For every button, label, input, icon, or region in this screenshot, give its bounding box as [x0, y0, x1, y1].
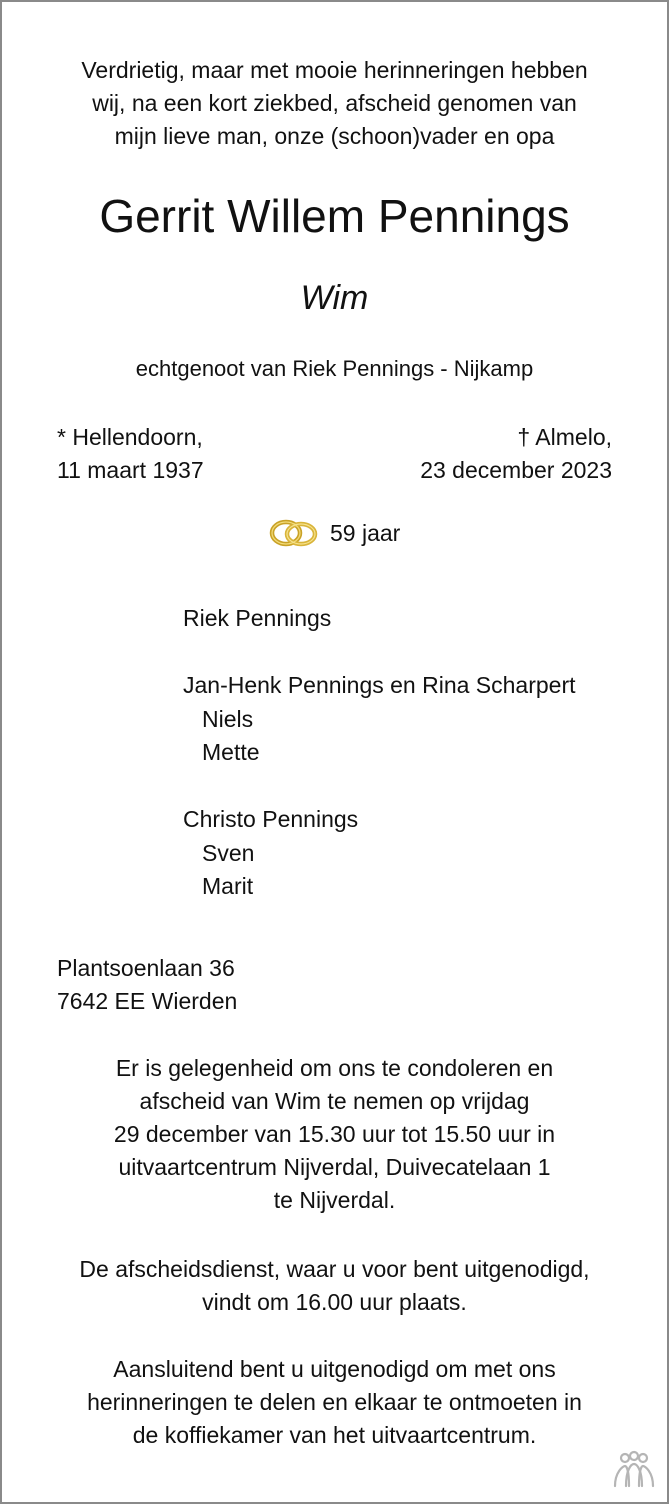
paragraph-line: herinneringen te delen en elkaar te ontmoeten in [87, 1389, 582, 1415]
service-paragraph [42, 1253, 627, 1319]
death-place: † Almelo, [517, 424, 612, 450]
family-child: Mette [202, 739, 260, 765]
family-child: Niels [202, 705, 254, 732]
family-list [183, 602, 576, 904]
paragraph-line: te Nijverdal. [273, 1187, 396, 1213]
birth-info [57, 421, 204, 487]
marriage-years: 59 jaar [330, 519, 401, 546]
family-child: Marit [202, 873, 254, 899]
family-spouse: Riek Pennings [183, 605, 332, 631]
paragraph-line: Er is gelegenheid om ons te condoleren en [115, 1055, 554, 1081]
family-child: Sven [202, 839, 255, 866]
death-info [420, 421, 612, 487]
intro-line: wij, na een kort ziekbed, afscheid genomen van [92, 90, 577, 116]
people-logo-icon [611, 1450, 657, 1490]
deceased-name: Gerrit Willem Pennings [99, 190, 570, 242]
condolence-paragraph [42, 1052, 627, 1217]
address-street: Plantsoenlaan 36 [57, 955, 235, 981]
address-postal-city: 7642 EE Wierden [57, 988, 238, 1014]
intro-line: Verdrietig, maar met mooie herinneringen hebben [81, 57, 588, 83]
paragraph-line: De afscheidsdienst, waar u voor bent uitgenodigd, [79, 1256, 590, 1282]
paragraph-line: Aansluitend bent u uitgenodigd om met ons [113, 1356, 556, 1382]
birth-date: 11 maart 1937 [57, 457, 204, 483]
deceased-nickname: Wim [300, 279, 369, 317]
intro-line: mijn lieve man, onze (schoon)vader en opa [114, 123, 555, 149]
paragraph-line: vindt om 16.00 uur plaats. [202, 1289, 467, 1315]
paragraph-line: de koffiekamer van het uitvaartcentrum. [132, 1422, 537, 1448]
birth-place: * Hellendoorn, [57, 424, 203, 450]
paragraph-line: 29 december van 15.30 uur tot 15.50 uur in [113, 1121, 556, 1147]
intro-text [42, 54, 627, 153]
family-parents: Jan-Henk Pennings en Rina Scharpert [183, 672, 576, 698]
correspondence-address [57, 952, 237, 1018]
family-parents: Christo Pennings [183, 806, 359, 832]
death-date: 23 december 2023 [420, 457, 612, 483]
paragraph-line: afscheid van Wim te nemen op vrijdag [139, 1088, 530, 1114]
gathering-paragraph [42, 1353, 627, 1452]
family-spacer [183, 770, 576, 804]
wedding-rings-icon [268, 516, 320, 550]
family-spacer [183, 636, 576, 670]
paragraph-line: uitvaartcentrum Nijverdal, Duivecatelaan 1 [118, 1154, 551, 1180]
spouse-line: echtgenoot van Riek Pennings - Nijkamp [135, 356, 534, 381]
marriage-duration [268, 516, 400, 550]
